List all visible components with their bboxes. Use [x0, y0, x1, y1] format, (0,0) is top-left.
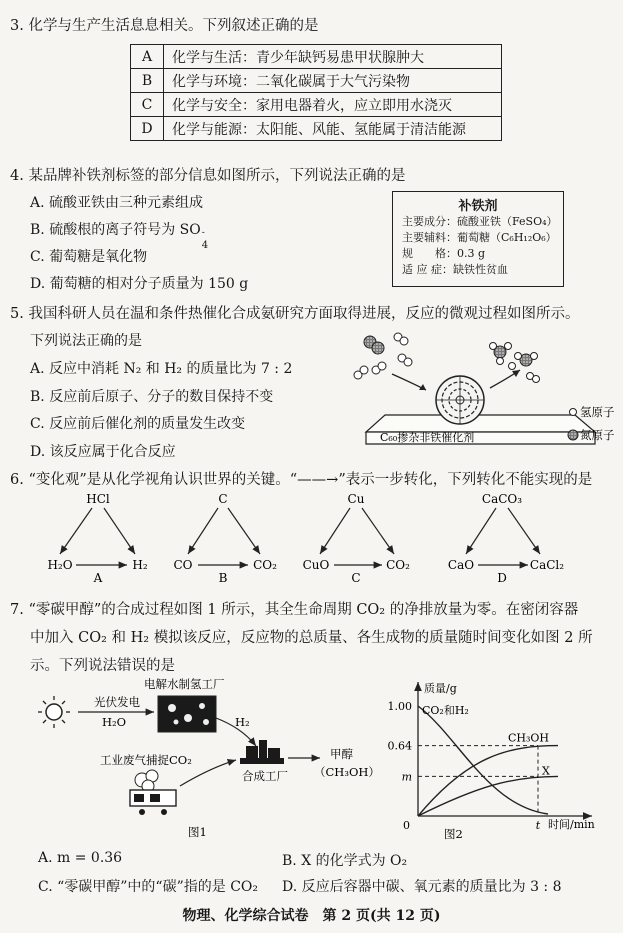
svg-text:Cu: Cu — [347, 492, 365, 506]
tick-label-100: 1.00 — [387, 700, 412, 713]
svg-text:C: C — [218, 492, 228, 506]
legend-nitrogen: 氮原子 — [580, 428, 615, 442]
svg-text:A: A — [93, 571, 103, 584]
svg-text:CaCO₃: CaCO₃ — [481, 492, 523, 506]
q7-option-b: B. X 的化学式为 O₂ — [282, 853, 408, 869]
plant-label: 合成工厂 — [242, 769, 288, 783]
hydrogen-atom-icon — [570, 409, 577, 416]
methanol-label: 甲醇 — [330, 747, 353, 761]
q7-stem-2: 中加入 CO₂ 和 H₂ 模拟该反应，反应物的总质量、各生成物的质量随时间变化如图 2 所 — [30, 630, 593, 646]
pv-label: 光伏发电 — [94, 695, 140, 709]
svg-text:H₂O: H₂O — [47, 558, 73, 572]
svg-text:H₂: H₂ — [132, 558, 148, 572]
svg-text:CuO: CuO — [302, 558, 330, 572]
c60-molecule — [436, 376, 484, 424]
table-row: D 化学与能源：太阳能、风能、氢能属于清洁能源 — [131, 117, 502, 141]
q5-option-a: A. 反应中消耗 N₂ 和 H₂ 的质量比为 7 : 2 — [30, 361, 293, 377]
svg-text:D: D — [497, 571, 507, 584]
h2-label: H₂ — [235, 715, 250, 729]
label-row: 主要成分：硫酸亚铁（FeSO₄） — [402, 215, 558, 228]
svg-text:CO₂: CO₂ — [253, 558, 277, 572]
q7-stem-3: 示。下列说法错误的是 — [30, 658, 175, 674]
q7-option-d: D. 反应后容器中碳、氧元素的质量比为 3 : 8 — [282, 879, 562, 895]
q7-figure-1 — [30, 674, 400, 840]
supplement-label — [392, 191, 564, 287]
q5-stem: 5. 我国科研人员在温和条件热催化合成氨研究方面取得进展，反应的微观过程如图所示。 — [10, 306, 580, 322]
svg-text:C: C — [351, 571, 361, 584]
nitrogen-atom-icon — [568, 430, 578, 440]
product-molecules — [490, 343, 540, 383]
reactant-molecules — [354, 333, 412, 379]
origin-label: 0 — [403, 819, 410, 832]
q7-option-c: C. “零碳甲醇”中的“碳”指的是 CO₂ — [38, 879, 258, 895]
h2o-label: H₂O — [102, 715, 127, 729]
tick-label-m: m — [401, 770, 412, 784]
legend-hydrogen: 氢原子 — [580, 405, 615, 419]
table-row: A 化学与生活：青少年缺钙易患甲状腺肿大 — [131, 45, 502, 69]
series-line-x — [418, 776, 558, 816]
electrolysis-plant-icon — [158, 696, 216, 732]
q7-figure-2-chart — [380, 676, 610, 840]
q6-stem: 6. “变化观”是从化学视角认识世界的关键。“——→”表示一步转化，下列转化不能实现的是 — [10, 472, 593, 488]
figure-1-caption: 图1 — [188, 825, 207, 839]
svg-text:CO: CO — [173, 558, 193, 572]
label-title: 补铁剂 — [458, 199, 498, 214]
y-axis-label: 质量/g — [424, 682, 457, 695]
q4-option-a: A. 硫酸亚铁由三种元素组成 — [30, 195, 204, 211]
svg-text:B: B — [218, 571, 228, 584]
sun-icon — [38, 696, 70, 728]
series-label-methanol: CH₃OH — [508, 731, 550, 745]
catalyst-label: C₆₀掺杂非铁催化剂 — [380, 431, 475, 444]
series-label-reactants: CO₂和H₂ — [422, 704, 469, 717]
q6-conversion-diagrams — [40, 488, 610, 584]
svg-text:CO₂: CO₂ — [386, 558, 410, 572]
q6-diagram-a — [47, 492, 147, 584]
svg-text:HCl: HCl — [86, 492, 110, 506]
q5-stem-2: 下列说法正确的是 — [30, 333, 142, 349]
q7-option-a: A. m = 0.36 — [38, 850, 123, 866]
q3-table — [130, 44, 502, 141]
q5-option-c: C. 反应前后催化剂的质量发生改变 — [30, 416, 246, 432]
q6-diagram-b — [173, 492, 277, 584]
tick-label-t: t — [535, 819, 541, 832]
svg-text:CaCl₂: CaCl₂ — [529, 558, 565, 572]
label-row: 规 格：0.3 g — [402, 247, 486, 260]
table-row: B 化学与环境：二氧化碳属于大气污染物 — [131, 69, 502, 93]
catalyst-plate — [366, 415, 595, 432]
q5-option-b: B. 反应前后原子、分子的数目保持不变 — [30, 389, 274, 405]
page-footer: 物理、化学综合试卷 第 2 页(共 12 页) — [182, 908, 441, 924]
table-row: C 化学与安全：家用电器着火，应立即用水浇灭 — [131, 93, 502, 117]
methanol-formula: （CH₃OH） — [314, 765, 380, 779]
x-axis-label: 时间/min — [548, 818, 595, 831]
capture-label: 工业废气捕捉CO₂ — [100, 753, 192, 767]
q4-option-d: D. 葡萄糖的相对分子质量为 150 g — [30, 276, 249, 292]
tick-label-064: 0.64 — [387, 739, 412, 753]
q7-stem: 7. “零碳甲醇”的合成过程如图 1 所示，其全生命周期 CO₂ 的净排放量为零。在密闭容器 — [10, 602, 579, 618]
industrial-plant-icon — [130, 770, 176, 815]
q4-option-c: C. 葡萄糖是氧化物 — [30, 249, 148, 265]
electrolysis-label: 电解水制氢工厂 — [144, 677, 225, 691]
q3-stem: 3. 化学与生产生活息息相关。下列叙述正确的是 — [10, 18, 319, 34]
q6-diagram-d — [448, 492, 564, 584]
series-label-x: X — [542, 764, 550, 778]
figure-2-caption: 图2 — [444, 827, 463, 840]
svg-text:CaO: CaO — [447, 558, 475, 572]
catalyst-diagram — [340, 322, 620, 454]
q4-stem: 4. 某品牌补铁剂标签的部分信息如图所示，下列说法正确的是 — [10, 168, 406, 184]
q6-diagram-c — [303, 492, 410, 584]
label-row: 主要辅料：葡萄糖（C₆H₁₂O₆） — [402, 231, 557, 244]
q5-option-d: D. 该反应属于化合反应 — [30, 444, 176, 460]
q4-option-b: B. 硫酸根的离子符号为 SO - 4 — [30, 222, 209, 251]
label-row: 适 应 症：缺铁性贫血 — [402, 263, 508, 276]
factory-icon — [240, 740, 284, 764]
